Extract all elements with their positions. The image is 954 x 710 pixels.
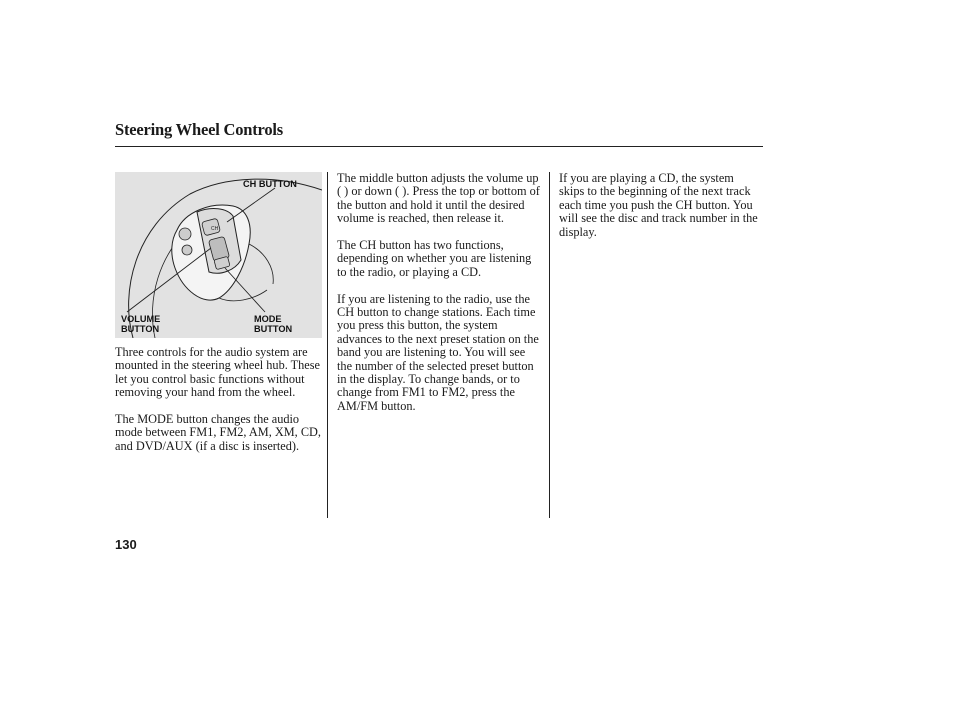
column-2 (337, 172, 542, 427)
paragraph-ch-radio: If you are listening to the radio, use the CH button to change stations. Each time you press this button, the system advances to the next preset station on the band you are listening to. You will see the number of the selected preset button in the display. To change bands, or to change from FM1 to FM2, press the AM/FM button. (337, 291, 539, 413)
steering-wheel-illustration (115, 172, 322, 338)
volume-button-label-2: BUTTON (121, 324, 160, 334)
column-divider-1 (327, 172, 328, 518)
paragraph-mode-button: The MODE button changes the audio mode between FM1, FM2, AM, XM, CD, and DVD/AUX (if a disc is inserted). (115, 412, 321, 453)
paragraph-ch-cd: If you are playing a CD, the system skips to the beginning of the next track each time you push the CH button. You will see the disc and track number in the display. (559, 171, 758, 239)
paragraph-volume-button: The middle button adjusts the volume up ( ) or down ( ). Press the top or bottom of the button and hold it until the desired volume is reached, then release it. (337, 171, 540, 226)
ch-button-label: CH BUTTON (243, 179, 297, 189)
mode-button-label-2: BUTTON (254, 324, 293, 334)
column-divider-2 (549, 172, 550, 518)
mode-button-label-1: MODE (254, 314, 282, 324)
column-1 (115, 346, 325, 467)
switch-ch-text: CH (211, 226, 219, 232)
column-3 (559, 172, 759, 252)
page-number: 130 (115, 537, 137, 552)
paragraph-controls-intro: Three controls for the audio system are mounted in the steering wheel hub. These let you control basic functions without removing your hand from the wheel. (115, 345, 321, 400)
page-title: Steering Wheel Controls (115, 120, 284, 139)
title-rule (115, 146, 763, 147)
paragraph-ch-functions: The CH button has two functions, depending on whether you are listening to the radio, or playing a CD. (337, 238, 532, 279)
volume-button-label-1: VOLUME (121, 314, 161, 324)
